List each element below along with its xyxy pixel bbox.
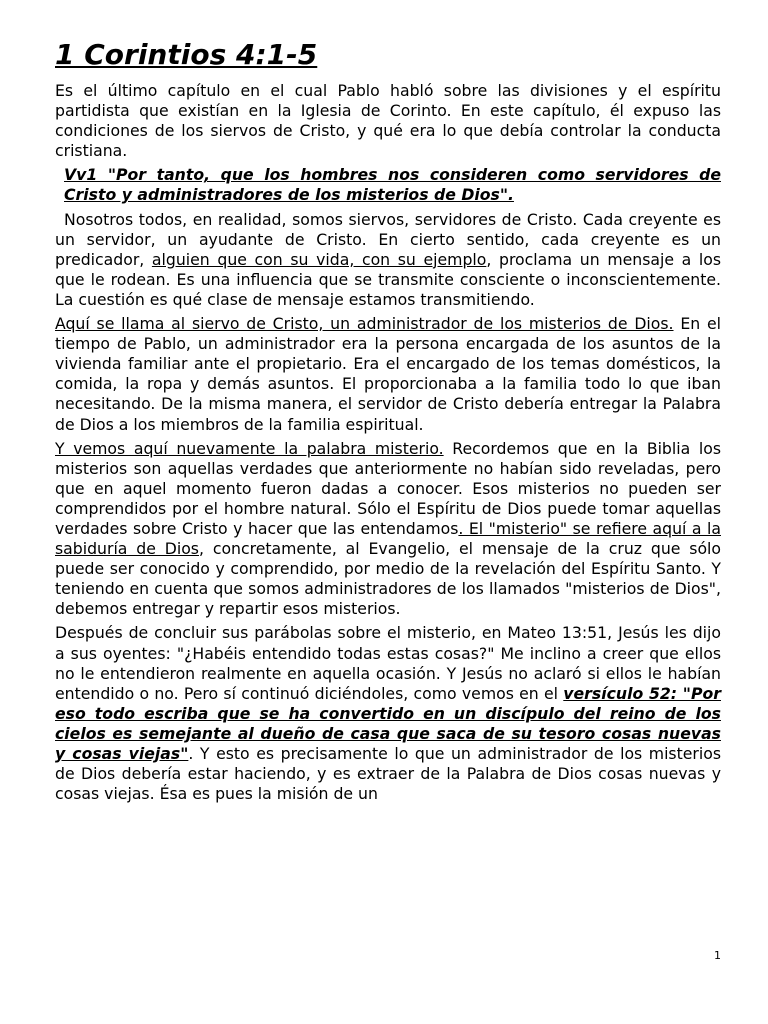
paragraph-servants: [55, 210, 721, 310]
paragraph-text: , proclama un mensaje a los que le rodean. Es una influencia que se transmite consciente o inconscientemente. La cuestión es qué clase de mensaje estamos transmitiendo.: [55, 249, 722, 309]
paragraph-matthew: [55, 623, 721, 804]
paragraph-administrator: [55, 314, 721, 435]
paragraph-text: En el tiempo de Pablo, un administrador era la persona encargada de los asuntos de la vivienda familiar ante el propietario. Era el encargado de los temas domésticos, la comida, la ropa y demás asuntos. El proporcionaba a la familia todo lo que iban necesitando. De la misma manera, el servidor de Cristo debería entregar la Palabra de Dios a los miembros de la familia espiritual.: [55, 314, 721, 434]
paragraph-text: Nosotros todos, en realidad, somos siervos, servidores de Cristo. Cada creyente es un servidor, un ayudante de Cristo. En cierto sentido, cada creyente es un predicador,: [55, 209, 721, 269]
verse-52-quote: versículo 52: "Por eso todo escriba que se ha convertido en un discípulo del reino de los cielos es semejante al dueño de casa que saca de su tesoro cosas nuevas y cosas viejas": [55, 683, 721, 763]
intro-paragraph: Es el último capítulo en el cual Pablo habló sobre las divisiones y el espíritu partidista que existían en la Iglesia de Corinto. En este capítulo, él expuso las condiciones de los siervos de Cristo, y qué era lo que debía controlar la conducta cristiana.: [55, 81, 721, 161]
paragraph-text: Después de concluir sus parábolas sobre el misterio, en Mateo 13:51, Jesús les dijo a sus oyentes: "¿Habéis entendido todas estas cosas?" Me inclino a creer que ellos no le entendieron realmente en aquella ocasión. Y Jesús no aclaró si ellos le habían entendido o no. Pero sí continuó diciéndoles, como vemos en el: [55, 623, 721, 703]
underlined-phrase: Aquí se llama al siervo de Cristo, un administrador de los misterios de Dios.: [55, 314, 674, 334]
page-number: 1: [714, 949, 721, 962]
paragraph-text: Recordemos que en la Biblia los misterios son aquellas verdades que anteriormente no habían sido reveladas, pero que en aquel momento fueron dadas a conocer. Esos misterios no pueden ser comprendidos por el hombre natural. Sólo el Espíritu de Dios puede tomar aquellas verdades sobre Cristo y hacer que las entendamos: [55, 438, 721, 538]
underlined-phrase: alguien que con su vida, con su ejemplo: [151, 249, 487, 269]
paragraph-mystery: [55, 439, 721, 620]
underlined-phrase: Y vemos aquí nuevamente la palabra misterio.: [55, 438, 444, 458]
document-title: 1 Corintios 4:1-5: [55, 38, 318, 71]
verse-1-quote: Vv1 "Por tanto, que los hombres nos consideren como servidores de Cristo y administradores de los misterios de Dios".: [64, 165, 721, 205]
paragraph-text: , concretamente, al Evangelio, el mensaje de la cruz que sólo puede ser conocido y comprendido, por medio de la revelación del Espíritu Santo. Y teniendo en cuenta que somos administradores de los llamados "misterios de Dios", debemos entregar y repartir esos misterios.: [55, 539, 722, 619]
underlined-phrase: . El "misterio" se refiere aquí a la sabiduría de Dios: [55, 518, 721, 559]
paragraph-text: . Y esto es precisamente lo que un administrador de los misterios de Dios debería estar haciendo, y es extraer de la Palabra de Dios cosas nuevas y cosas viejas. Ésa es pues la misión de un: [55, 744, 721, 804]
